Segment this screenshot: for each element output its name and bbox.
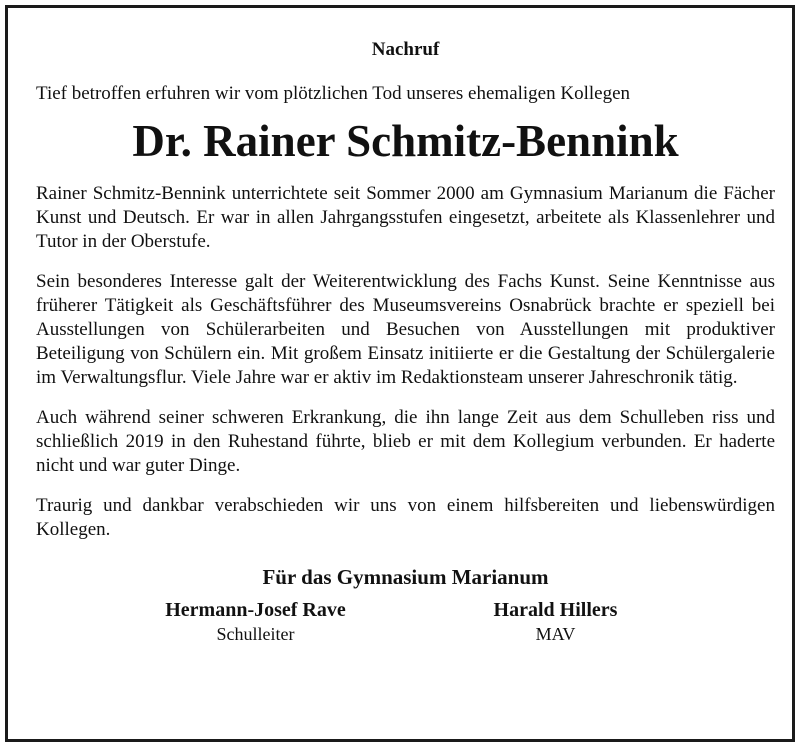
signer-principal — [106, 598, 406, 645]
obituary-content — [36, 38, 775, 645]
signer-staff-council — [406, 598, 706, 645]
paragraph-illness: Auch während seiner schweren Erkrankung, die ihn lange Zeit aus dem Schulleben riss und schließlich 2019 in den Ruhestand führte, blieb er mit dem Kollegium verbunden. Er haderte nicht und war guter Dinge. — [36, 407, 775, 476]
paragraph-career: Rainer Schmitz-Bennink unterrichtete seit Sommer 2000 am Gymnasium Marianum die Fächer Kunst und Deutsch. Er war in allen Jahrgangsstufen eingesetzt, arbeitete als Klassenlehrer und Tutor in der Oberstufe. — [36, 183, 775, 252]
signer-name: Hermann-Josef Rave — [165, 599, 346, 621]
paragraph-interests: Sein besonderes Interesse galt der Weiterentwicklung des Fachs Kunst. Seine Kenntnisse aus früherer Tätigkeit als Geschäftsführer des Museumsvereins Osnabrück brachte er speziell bei Ausstellungen von Schülerarbeiten und Besuchen von Ausstellungen mit produktiver Beteiligung von Schülern ein. Mit großem Einsatz initiierte er die Gestaltung der Schülergalerie im Verwaltungsflur. Viele Jahre war er aktiv im Redaktionsteam unserer Jahreschronik tätig. — [36, 271, 775, 388]
intro-line: Tief betroffen erfuhren wir vom plötzlichen Tod unseres ehemaligen Kollegen — [36, 83, 631, 104]
paragraph-farewell: Traurig und dankbar verabschieden wir uns von einem hilfsbereiten und liebenswürdigen Kollegen. — [36, 495, 775, 540]
signers — [36, 598, 775, 645]
signer-name: Harald Hillers — [493, 599, 618, 621]
signer-role: MAV — [535, 624, 576, 644]
signer-role: Schulleiter — [216, 624, 295, 644]
notice-heading: Nachruf — [371, 39, 440, 60]
organization-name: Für das Gymnasium Marianum — [262, 565, 549, 589]
deceased-name: Dr. Rainer Schmitz-Bennink — [132, 116, 679, 166]
obituary-frame — [5, 5, 795, 742]
